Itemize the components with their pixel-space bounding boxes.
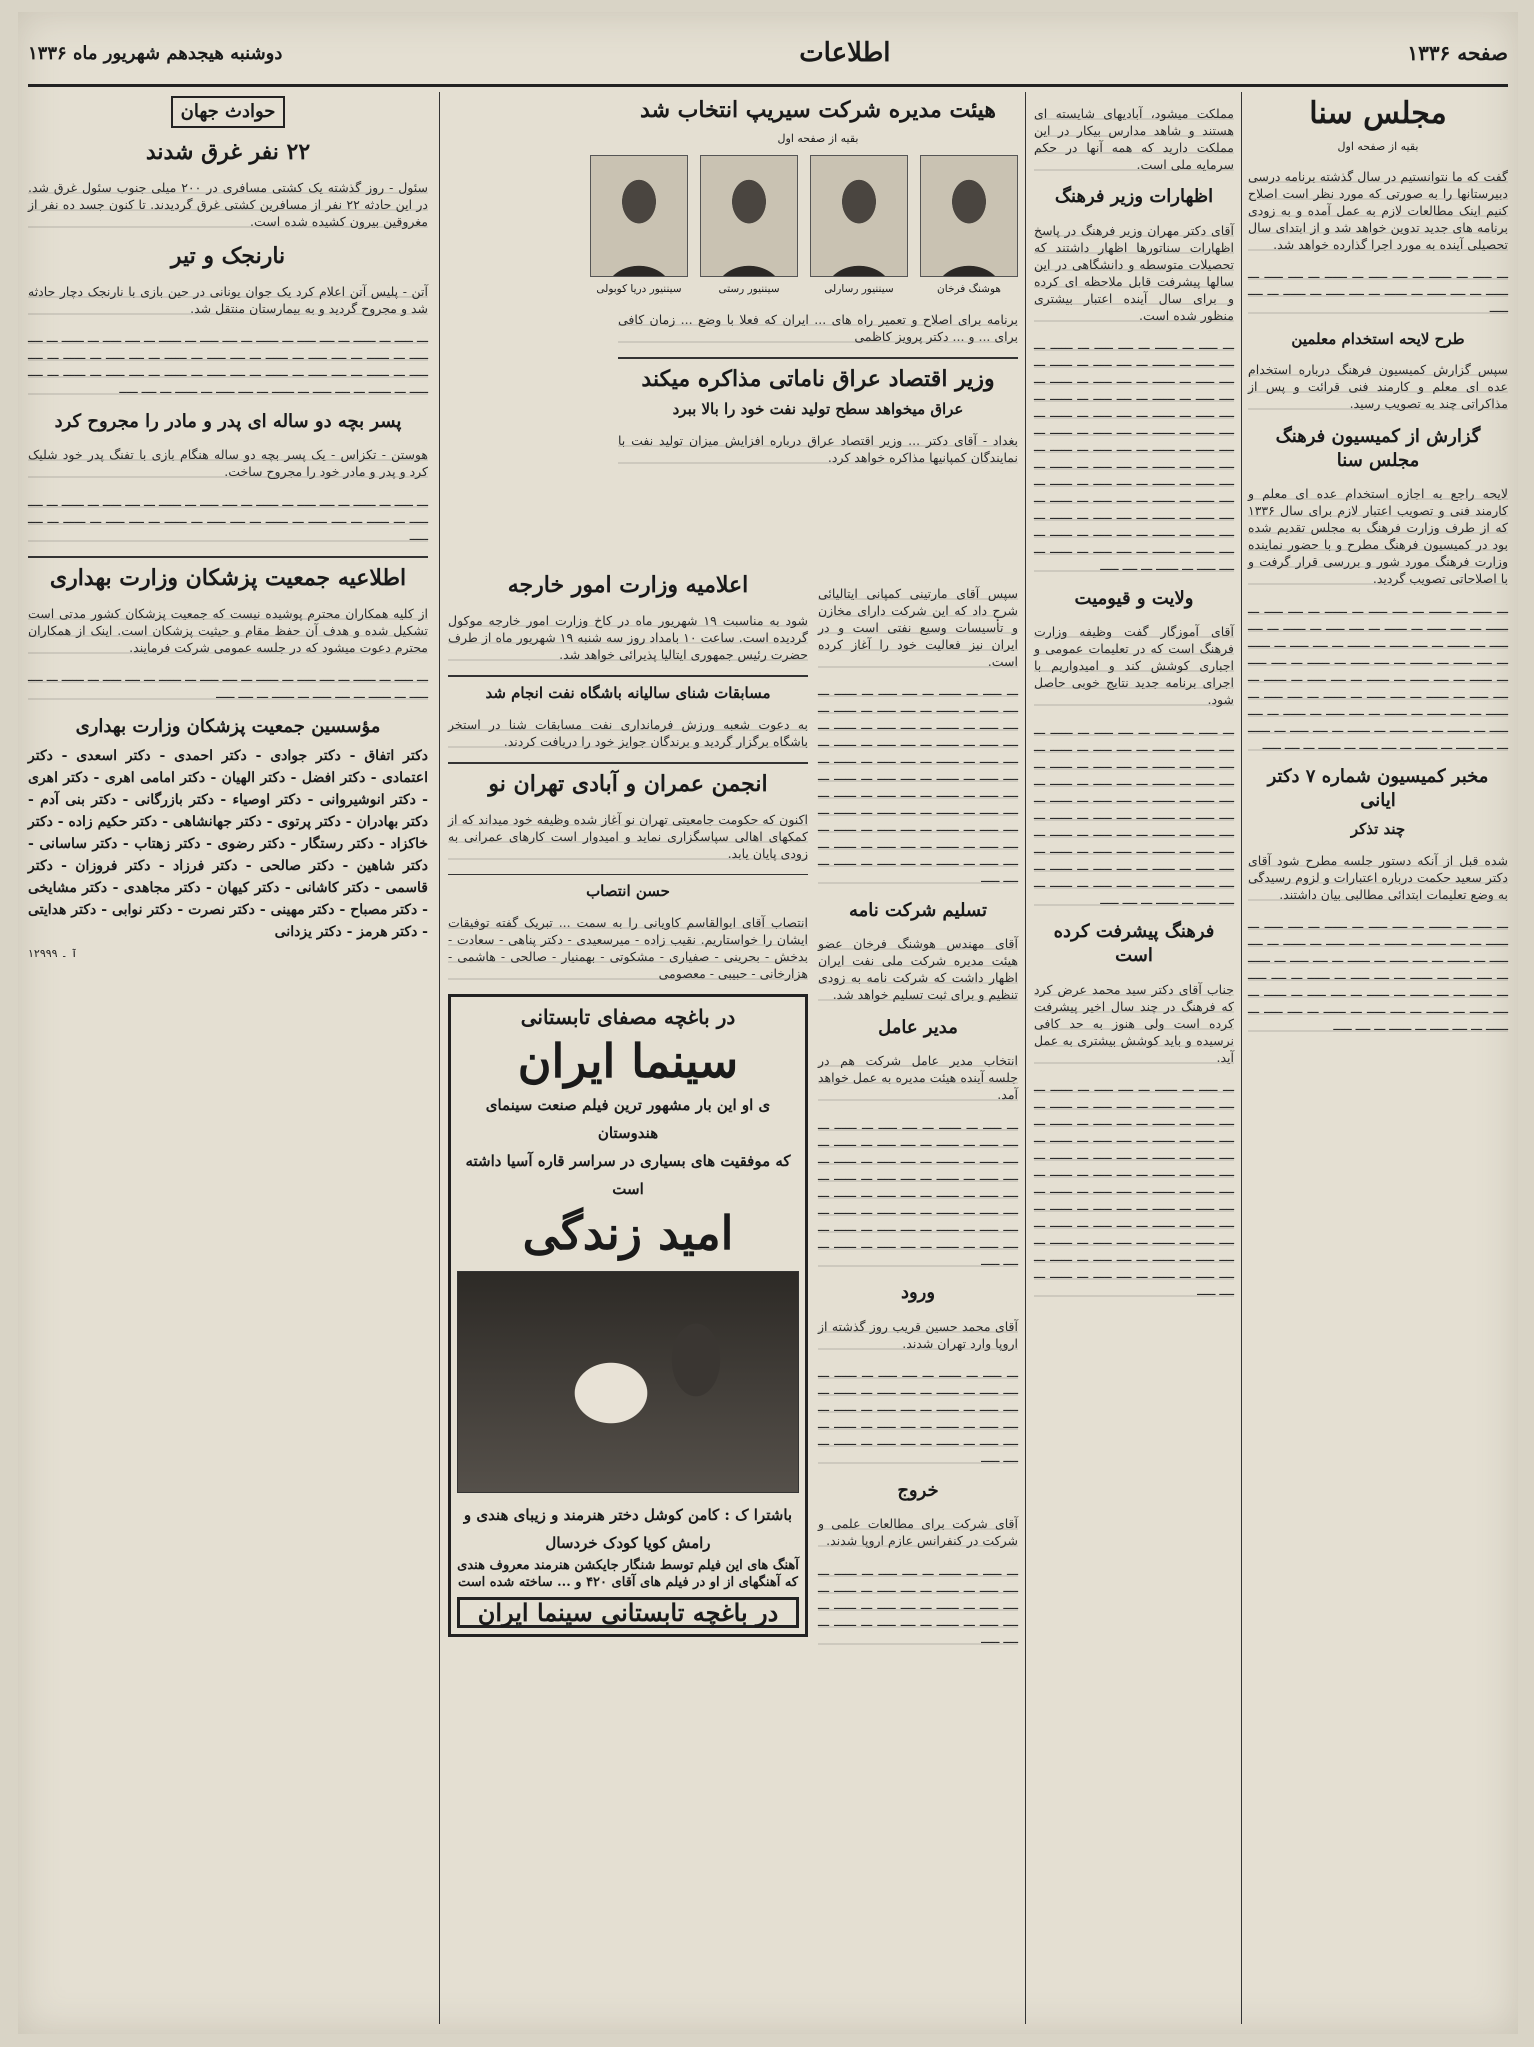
headline-swimming: مسابقات شنای سالیانه باشگاه نفت انجام شد <box>485 684 771 702</box>
founders-list: دکتر اتفاق - دکتر جوادی - دکتر احمدی - دکتر اسعدی - دکتر اعتمادی - دکتر افضل - دکتر الهیان - دکتر امامی اهری - دکتر اهری - دکتر انوشیروانی - دکتر اوصیاء - دکتر بازرگانی - دکتر بنی آدم - دکتر بهادران - دکتر پرتوی - دکتر جهانشاهی - دکتر حکیم زاده - دکتر خاکزاد - دکتر رستگار - دکتر رضوی - دکتر زهتاب - دکتر ساسانی - دکتر شاهین - دکتر صالحی - دکتر فرزاد - دکتر فروزان - دکتر قاسمی - دکتر کاشانی - دکتر کیهان - دکتر مجاهدی - دکتر مشایخی - دکتر مصباح - دکتر مهینی - دکتر نصرت - دکتر نوابی - دکتر هدایتی - دکتر هرمز - دکتر یزدانی <box>28 747 428 940</box>
article-body: لایحه راجع به اجازه استخدام عده ای معلم و کارمند فنی و تصویب اعتبار لازم برای سال ۱۳۳۶ که از طرف وزارت فرهنگ به مجلس تقدیم شده بود در کمیسیون فرهنگ مطرح و با حضور نماینده وزارت فرهنگ مورد شور و بررسی قرار گرفت و با اصلاحاتی تصویب گردید. <box>1248 486 1508 586</box>
divider <box>28 556 428 558</box>
column-board-bottom <box>448 567 808 2024</box>
headline-appointment: حسن انتصاب <box>586 882 670 900</box>
newspaper-page <box>18 12 1518 2034</box>
headline-foreign-ministry: اعلامیه وزارت امور خارجه <box>507 572 749 598</box>
page-number: صفحه ۱۳۳۶ <box>1407 41 1508 65</box>
article-body: آتن - پلیس آتن اعلام کرد یک جوان یونانی در حین بازی با نارنجک دچار حادثه شد و مجروح گردید و به بیمارستان منتقل شد. <box>28 283 428 316</box>
article-body: مملکت میشود، آبادیهای شایسته ای هستند و شاهد مدارس بیکار در این مملکت دارید که همه آنها در حکم سرمایه ملی است. <box>1034 105 1234 172</box>
article-body: از کلیه همکاران محترم پوشیده نیست که جمعیت پزشکان کشور مدتی است تشکیل شده و هدف آن حفظ مقام و حیثیت پزشکان است. اینک از همکاران محترم دعوت میشود که در جلسه عمومی شرکت فرمایند. <box>28 605 428 655</box>
article-body: ـــ ـــــ ـــ ــــــ ـــ ــــ ـــــ ـــ ــــــ ـــ ــــ ـــــ ـــ ــــــ ـــ ــــ ـــــ ـــ ــــــ ـــ ــــ ـــــ ـــ ــــــ ـــ ــــ ـــــ ـــ ــــــ ـــ ــــ ـــــ ـــ ــــــ ـــ ــــ ـــــ ـــ ــــــ ـــ ــــ ـــــ ـــ ــــــ ـــ ــــ ـــــ ـــ ــــــ ـــ ــــ ـــــ ـــ ــــــ ـــ ــــ ـــــ ـــ ــــــ ـــ ــــ ـــــ ـــ ــــــ ـــ ــــ ـــــ ـــ ــــــ ـــ ــــ ـــــ ـــ ــــــ ـــ ــــ ـــــ ـــ ــــــ ـــ ــــ ـــــ ـــ ــــــ ـــ ــــ ـــــ ـــ ــــــ ـــ ــــ ـــــ ـــ ــــــ ـــ ــــ ـــــ ـــ ــــــ ـــ ــــ ـــــ ـــ ــــــ ـــ ــــ ـــــ ـــ ــــــ ـــ ــــ ـــــ ـــ ــــــ ـــ ــــ ـــــ <box>1248 600 1508 752</box>
portrait <box>920 155 1018 298</box>
article-body: ـــ ـــــ ـــ ــــــ ـــ ــــ ـــــ ـــ ــــــ ـــ ــــ ـــــ ـــ ــــــ ـــ ــــ ـــــ ـــ ــــــ ـــ ــــ ـــــ ـــ ــــــ ـــ ــــ ـــــ ـــ ــــــ ـــ ــــ ـــــ ـــ ــــــ ـــ ــــ ـــــ ـــ ــــــ ـــ ــــ ـــــ ـــ ــــــ ـــ ــــ ـــــ ـــ ــــــ ـــ ــــ ـــــ ـــ ــــــ ـــ ــــ ـــــ ـــ ــــــ ـــ ــــ ـــــ ـــ ــــــ ـــ ــــ ـــــ ـــ ــــــ ـــ ــــ ـــــ ـــ ــــــ ـــ ــــ ـــــ ـــ ــــــ ـــ ــــ ـــــ ـــ ــــــ ـــ ــــ ـــــ ـــ ــــــ ـــ ــــ ـــــ ـــ ــــــ ـــ ــــ ـــــ ـــ ــــــ ـــ ــــ ـــــ ـــ ــــــ ـــ ــــ ـــــ <box>1034 721 1234 907</box>
subheadline-remarks: چند تذکر <box>1350 820 1406 838</box>
subheadline-progress: فرهنگ پیشرفت کرده است <box>1053 921 1215 966</box>
headline-grenade: نارنجک و تیر <box>170 243 286 269</box>
article-body: به دعوت شعبه ورزش فرمانداری نفت مسابقات شنا در استخر باشگاه برگزار گردید و برندگان جوایز خود را دریافت کردند. <box>448 716 808 749</box>
article-body: شده قبل از آنکه دستور جلسه مطرح شود آقای دکتر سعید حکمت درباره اعتبارات و لزوم رسیدگی به وضع تعلیمات ابتدائی مطالبی بیان داشتند. <box>1248 852 1508 902</box>
portrait-image <box>920 155 1018 277</box>
article-body: آقای شرکت برای مطالعات علمی و شرکت در کنفرانس عازم اروپا شدند. <box>818 1516 1018 1548</box>
continued-note: بقیه از صفحه اول <box>777 132 859 145</box>
article-body: ـــ ـــــ ـــ ــــــ ـــ ــــ ـــــ ـــ ــــــ ـــ ــــ ـــــ ـــ ــــــ ـــ ــــ ـــــ ـــ ــــــ ـــ ــــ ـــــ ـــ ــــــ ـــ ــــ ـــــ ـــ ــــــ ـــ ــــ ـــــ ـــ ــــــ ـــ ــــ ـــــ ـــ ــــــ ـــ ــــ ـــــ ـــ ــــــ ـــ ــــ ـــــ ـــ ــــــ ـــ ــــ ـــــ ـــ ــــــ ـــ ــــ ـــــ ـــ ــــــ ـــ ــــ ـــــ ـــ ــــــ ـــ ــــ ـــــ ـــ ــــــ ـــ ــــ ـــــ ـــ ــــــ ـــ ــــ ـــــ ـــ ــــــ ـــ ــــ ـــــ ـــ ــــــ ـــ ــــ ـــــ ـــ ــــــ ـــ ــــ ـــــ ـــ ــــــ ـــ ــــ ـــــ ـــ ــــــ ـــ ــــ ـــــ ـــ ــــــ ـــ ــــ ـــــ ـــ ــــــ ـــ ــــ ـــــ ـــ ــــــ ـــ ــــ ـــــ ـــ ــــــ ـــ ــــ ـــــ ـــ ــــــ ـــ ــــ ـــــ ـــ ــــــ ـــ ــــ ـــــ ـــ ــــــ ـــ ــــ ـــــ <box>1034 337 1234 573</box>
section-world-news: حوادث جهان <box>171 96 286 128</box>
portrait-image <box>810 155 908 277</box>
column-world <box>28 92 428 2024</box>
subheadline-reporter: مخبر کمیسیون شماره ۷ دکتر ایانی <box>1267 766 1489 811</box>
divider <box>448 762 808 764</box>
ad-songs: آهنگ های این فیلم توسط شنگار جایکشن هنرمند معروف هندی که آهنگهای از او در فیلم های آقای ۴۲۰ و ... ساخته شده است <box>457 1558 799 1590</box>
portrait <box>590 155 688 298</box>
column-rule <box>439 92 440 2024</box>
article-body: ـــ ـــــ ـــ ــــــ ـــ ــــ ـــــ ـــ ــــــ ـــ ــــ ـــــ ـــ ــــــ ـــ ــــ ـــــ ـــ ــــــ ـــ ــــ ـــــ ـــ ــــــ ـــ ــــ ـــــ ـــ ــــــ ـــ ــــ ـــــ ـــ ــــــ ـــ ــــ ـــــ ـــ ــــــ ـــ ــــ ـــــ ـــ ــــــ ـــ ــــ ـــــ ـــ ــــــ ـــ ــــ ـــــ ـــ ــــــ ـــ ــــ ـــــ ـــ ــــــ ـــ ــــ ـــــ ـــ ــــــ ـــ ــــ ـــــ ـــ ــــــ ـــ ــــ ـــــ ـــ ــــــ ـــ ــــ ـــــ ـــ ــــــ ـــ ــــ ـــــ ـــ ــــــ ـــ ــــ ـــــ ـــ ــــــ ـــ ــــ ـــــ ـــ ــــــ ـــ ــــ ـــــ ـــ ــــــ ـــ ــــ ـــــ ـــ ــــــ ـــ ــــ ـــــ ـــ ــــــ ـــ ــــ ـــــ ـــ ــــــ ـــ ــــ ـــــ ـــ ــــــ ـــ ــــ ـــــ <box>1034 1079 1234 1298</box>
portrait-image <box>700 155 798 277</box>
ad-line: که موفقیت های بسیاری در سراسر قاره آسیا داشته است <box>465 1152 791 1198</box>
subheadline-arrival: ورود <box>900 1282 936 1303</box>
article-body: سئول - روز گذشته یک کشتی مسافری در ۲۰۰ میلی جنوب سئول غرق شد. در این حادثه ۲۲ نفر از مسافرین کشتی غرق گردیدند. تا کنون جسد ده نفر از مغروقین بیرون کشیده شده است. <box>28 179 428 229</box>
portrait-caption: سیننیور رسارلی <box>824 283 894 295</box>
article-body: ـــ ـــــ ـــ ــــــ ـــ ــــ ـــــ ـــ ــــــ ـــ ــــ ـــــ ـــ ــــــ ـــ ــــ ـــــ ـــ ــــــ ـــ ــــ ـــــ ـــ ــــــ ـــ ــــ ـــــ ـــ ــــــ ـــ ــــ ـــــ ـــ ــــــ ـــ ــــ ـــــ ـــ ــــــ ـــ ــــ ـــــ ـــ ــــــ ـــ ــــ ـــــ ـــ ــــــ ـــ ــــ ـــــ ـــ ــــــ ـــ ــــ ـــــ ـــ ــــــ ـــ ــــ ـــــ ـــ ــــــ ـــ ــــ ـــــ ـــ ــــــ ـــ ــــ ـــــ ـــ ــــــ ـــ ــــ ـــــ ـــ ــــــ ـــ ــــ ـــــ <box>818 1116 1018 1268</box>
subheadline-minister: اظهارات وزیر فرهنگ <box>1054 186 1214 207</box>
column-rule <box>1025 92 1026 2024</box>
subheadline-teachers: طرح لایحه استخدام معلمین <box>1291 329 1465 348</box>
ad-line: ی او این بار مشهور ترین فیلم صنعت سینمای هندوستان <box>485 1096 771 1142</box>
portrait-caption: سیننیور دریا کوبولی <box>596 283 682 295</box>
headline-drowned: ۲۲ نفر غرق شدند <box>145 139 311 165</box>
article-body: انتصاب آقای ابوالقاسم کاویانی را به سمت ... تبریک گفته توفیقات ایشان را خواستاریم. نقیب زاده - میرسعیدی - دکتر پناهی - سعادت - بدخش - بحرینی - صفیاری - مشکوتی - بهمنیار - صالحی - هاشمی - هزارخانی - حبیبی - معصومی <box>448 914 808 981</box>
portrait-caption: سیننیور رستی <box>718 283 780 295</box>
newspaper-title: اطلاعات <box>799 38 891 68</box>
portrait-image <box>590 155 688 277</box>
column-oil <box>818 572 1018 2024</box>
column-senate <box>1248 92 1508 2024</box>
founders-title: مؤسسین جمعیت پزشکان وزارت بهداری <box>75 715 381 737</box>
article-body: ـــ ـــــ ـــ ــــــ ـــ ــــ ـــــ ـــ ــــــ ـــ ــــ ـــــ ـــ ــــــ ـــ ــــ ـــــ ـــ ــــــ ـــ ــــ ـــــ ـــ ــــــ ـــ ــــ ـــــ ـــ ــــــ ـــ ــــ ـــــ ـــ ــــــ ـــ ــــ ـــــ ـــ ــــــ ـــ ــــ ـــــ ـــ ــــــ ـــ ــــ ـــــ ـــ ــــــ ـــ ــــ ـــــ <box>818 1365 1018 1465</box>
column-board-top <box>596 92 1018 562</box>
subheadline-charter: تسلیم شرکت نامه <box>848 899 987 921</box>
cinema-advertisement <box>448 994 808 1637</box>
article-body: جناب آقای دکتر سید محمد عرض کرد که فرهنگ در چند سال اخیر پیشرفت کرده است ولی هنوز به حد کافی نرسیده و باید کوشش بیشتری به عمل آید. <box>1034 981 1234 1065</box>
article-body: ـــ ـــــ ـــ ــــــ ـــ ــــ ـــــ ـــ ــــــ ـــ ــــ ـــــ ـــ ــــــ ـــ ــــ ـــــ ـــ ــــــ ـــ ــــ ـــــ ـــ ــــــ ـــ ــــ ـــــ ـــ ــــــ ـــ ــــ ـــــ ـــ ــــــ ـــ ــــ ـــــ ـــ ــــــ ـــ ــــ ـــــ ـــ ــــــ ـــ ــــ ـــــ ـــ ــــــ ـــ ــــ ـــــ ـــ ــــــ ـــ ــــ ـــــ ـــ ــــــ ـــ ــــ ـــــ ـــ ــــــ ـــ ــــ ـــــ ـــ ــــــ ـــ ــــ ـــــ ـــ ــــــ ـــ ــــ ـــــ <box>28 330 428 396</box>
article-body: اکنون که حکومت جامعیتی تهران نو آغاز شده وظیفه خود میداند که از کمکهای اهالی سپاسگزاری نماید و امیدوار است کارهای عمرانی به زودی پایان یابد. <box>448 811 808 861</box>
ad-film-title: امید زندگی <box>522 1206 734 1260</box>
headline-iraq: وزیر اقتصاد عراق ناماتی مذاکره میکند <box>641 366 995 392</box>
article-body: ـــ ـــــ ـــ ــــــ ـــ ــــ ـــــ ـــ ــــــ ـــ ــــ ـــــ ـــ ــــــ ـــ ــــ ـــــ ـــ ــــــ ـــ ــــ ـــــ ـــ ــــــ ـــ ــــ ـــــ ـــ ــــــ ـــ ــــ ـــــ ـــ ــــــ ـــ ــــ ـــــ ـــ ــــــ ـــ ــــ ـــــ ـــ ــــــ ـــ ــــ ـــــ ـــ ــــــ ـــ ــــ ـــــ ـــ ــــــ ـــ ــــ ـــــ ـــ ــــــ ـــ ــــ ـــــ ـــ ــــــ ـــ ــــ ـــــ ـــ ــــــ ـــ ــــ ـــــ ـــ ــــــ ـــ ــــ ـــــ ـــ ــــــ ـــ ــــ ـــــ ـــ ــــــ ـــ ــــ ـــــ <box>1248 916 1508 1033</box>
headline-board: هیئت مدیره شرکت سیریپ انتخاب شد <box>640 97 996 123</box>
article-body: سپس گزارش کمیسیون فرهنگ درباره استخدام عده ای معلم و کارمند فنی قرائت و پس از مذاکراتی چند به تصویب رسید. <box>1248 362 1508 411</box>
issue-date: دوشنبه هیجدهم شهریور ماه ۱۳۳۶ <box>28 42 283 64</box>
ad-banner: در باغچه تابستانی سینما ایران <box>457 1597 799 1628</box>
article-body: ـــ ـــــ ـــ ــــــ ـــ ــــ ـــــ ـــ ــــــ ـــ ــــ ـــــ ـــ ــــــ ـــ ــــ ـــــ ـــ ــــــ ـــ ــــ ـــــ ـــ ــــــ ـــ ــــ ـــــ ـــ ــــــ ـــ ــــ ـــــ ـــ ــــــ ـــ ــــ ـــــ ـــ ــــــ ـــ ــــ ـــــ <box>818 1562 1018 1646</box>
subheadline-guardianship: ولایت و قیومیت <box>1074 587 1194 609</box>
article-body: بغداد - آقای دکتر ... وزیر اقتصاد عراق درباره افزایش میزان تولید نفت با نمایندگان کمپانیها مذاکره خواهد کرد. <box>618 432 1018 465</box>
headline-tehran-no: انجمن عمران و آبادی تهران نو <box>488 771 768 797</box>
portrait <box>810 155 908 298</box>
masthead <box>28 22 1508 87</box>
column-rule <box>1241 92 1242 2024</box>
subheadline-iraq: عراق میخواهد سطح تولید نفت خود را بالا ببرد <box>672 400 964 418</box>
headline-physicians: اطلاعیه جمعیت پزشکان وزارت بهداری <box>49 565 407 591</box>
continued-note: بقیه از صفحه اول <box>1337 140 1419 153</box>
portrait-caption: هوشنگ فرخان <box>937 283 1001 295</box>
article-body: شود به مناسبت ۱۹ شهریور ماه در کاخ وزارت امور خارجه موکول گردیده است. ساعت ۱۰ بامداد روز سه شنبه ۱۹ شهریور ماه از طرف حضرت رئیس جمهوری ایتالیا پذیرائی خواهد شد. <box>448 612 808 662</box>
ad-film-still <box>457 1271 799 1493</box>
article-body: انتخاب مدیر عامل شرکت هم در جلسه آینده هیئت مدیره به عمل خواهد آمد. <box>818 1053 1018 1102</box>
column-culture <box>1034 92 1234 2024</box>
divider <box>618 357 1018 359</box>
subheadline-director: مدیر عامل <box>878 1016 958 1038</box>
article-body: سپس آقای مارتینی کمپانی ایتالیائی شرح داد که این شرکت دارای مخازن و تأسیسات وسیع نفتی است و در ایران نیز فعالیت خود را آغاز کرده است. <box>818 585 1018 669</box>
photo-row <box>596 155 1018 298</box>
ad-cast: باشترا ک : کامن کوشل دختر هنرمند و زیبای هندی و رامش کویا کودک خردسال <box>463 1506 793 1552</box>
divider <box>448 874 808 875</box>
portrait <box>700 155 798 298</box>
article-body: برنامه برای اصلاح و تعمیر راه های ... ایران که فعلا با وضع ... زمان کافی برای ... و ... دکتر پرویز کاظمی <box>618 311 1018 344</box>
article-body: آقای مهندس هوشنگ فرخان عضو هیئت مدیره شرکت ملی نفت ایران اظهار داشت که شرکت نامه به زودی تنظیم و برای ثبت تسلیم خواهد شد. <box>818 936 1018 1002</box>
ad-cinema-name: سینما ایران <box>517 1034 739 1088</box>
article-body: ـــ ـــــ ـــ ــــــ ـــ ــــ ـــــ ـــ ــــــ ـــ ــــ ـــــ ـــ ــــــ ـــ ــــ ـــــ ـــ ــــــ ـــ ــــ ـــــ ـــ ــــــ ـــ ــــ ـــــ <box>1248 266 1508 315</box>
ad-code: آ ۔ ۱۲۹۹۹ <box>28 946 78 960</box>
headline-boy: پسر بچه دو ساله ای پدر و مادر را مجروح کرد <box>54 410 402 432</box>
article-body: آقای آموزگار گفت وظیفه وزارت فرهنگ است که در تعلیمات عمومی و اجباری کوشش کند و امیدواریم با اجرای برنامه جدید نتایج خوبی حاصل شود. <box>1034 624 1234 707</box>
article-body: گفت که ما نتوانستیم در سال گذشته برنامه درسی دبیرستانها را به صورتی که مورد نظر است اصلاح کنیم اینک مطالعات لازم به عمل آمده و به زودی برنامه های جدید تدوین خواهد شد و از ابتدای سال تحصیلی آینده به مورد اجرا گذارده خواهد شد. <box>1248 168 1508 252</box>
article-body: آقای محمد حسین قریب روز گذشته از اروپا وارد تهران شدند. <box>818 1318 1018 1351</box>
subheadline-departure: خروج <box>897 1479 939 1501</box>
subheadline-committee: گزارش از کمیسیون فرهنگ مجلس سنا <box>1275 425 1481 471</box>
article-body: ـــ ـــــ ـــ ــــــ ـــ ــــ ـــــ ـــ ــــــ ـــ ــــ ـــــ ـــ ــــــ ـــ ــــ ـــــ ـــ ــــــ ـــ ــــ ـــــ ـــ ــــــ ـــ ــــ ـــــ ـــ ــــــ ـــ ــــ ـــــ ـــ ــــــ ـــ ــــ ـــــ ـــ ــــــ ـــ ــــ ـــــ <box>28 493 428 543</box>
article-body: آقای دکتر مهران وزیر فرهنگ در پاسخ اظهارات سناتورها اظهار داشتند که تحصیلات متوسطه و دانشگاهی در این سالها پیشرفت قابل ملاحظه ای کرده و برای سال آینده اعتبار بیشتری منظور شده است. <box>1034 222 1234 323</box>
article-body: هوستن - تکزاس - یک پسر بچه دو ساله هنگام بازی با تفنگ پدر خود شلیک کرد و پدر و مادر خود را مجروح ساخت. <box>28 447 428 479</box>
ad-venue: در باغچه مصفای تابستانی <box>520 1005 736 1029</box>
article-body: ـــ ـــــ ـــ ــــــ ـــ ــــ ـــــ ـــ ــــــ ـــ ــــ ـــــ ـــ ــــــ ـــ ــــ ـــــ ـــ ــــــ ـــ ــــ ـــــ ـــ ــــــ ـــ ــــ ـــــ ـــ ــــــ ـــ ــــ ـــــ ـــ ــــــ ـــ ــــ ـــــ ـــ ــــــ ـــ ــــ ـــــ ـــ ــــــ ـــ ــــ ـــــ ـــ ــــــ ـــ ــــ ـــــ ـــ ــــــ ـــ ــــ ـــــ ـــ ــــــ ـــ ــــ ـــــ ـــ ــــــ ـــ ــــ ـــــ ـــ ــــــ ـــ ــــ ـــــ ـــ ــــــ ـــ ــــ ـــــ ـــ ــــــ ـــ ــــ ـــــ ـــ ــــــ ـــ ــــ ـــــ ـــ ــــــ ـــ ــــ ـــــ ـــ ــــــ ـــ ــــ ـــــ ـــ ــــــ ـــ ــــ ـــــ ـــ ــــــ ـــ ــــ ـــــ ـــ ــــــ ـــ ــــ ـــــ <box>818 683 1018 885</box>
divider <box>448 675 808 677</box>
article-body: ـــ ـــــ ـــ ــــــ ـــ ــــ ـــــ ـــ ــــــ ـــ ــــ ـــــ ـــ ــــــ ـــ ــــ ـــــ ـــ ــــــ ـــ ــــ ـــــ ـــ ــــــ ـــ ــــ ـــــ ـــ ــــــ ـــ ــــ ـــــ <box>28 669 428 701</box>
headline-senate: مجلس سنا <box>1309 96 1447 131</box>
